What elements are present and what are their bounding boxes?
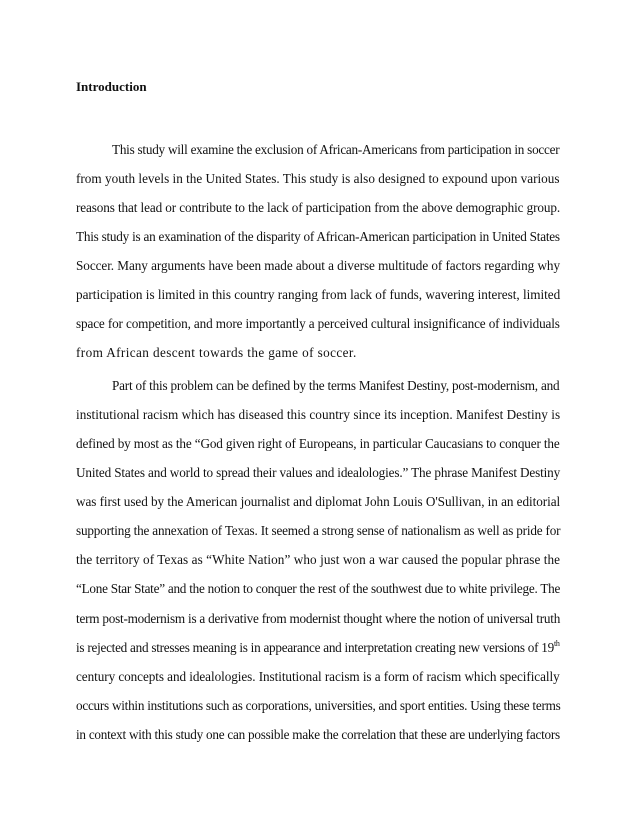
paragraph-1-line: space for competition, and more importantly a perceived cultural insignificance of individuals bbox=[76, 316, 560, 331]
paragraph-2-line: was first used by the American journalist and diplomat John Louis O'Sullivan, in an editorial bbox=[76, 494, 561, 509]
paragraph-2-line: occurs within institutions such as corporations, universities, and sport entities. Using these terms bbox=[76, 698, 561, 713]
paragraph-2-line: in context with this study one can possible make the correlation that these are underlying factors bbox=[76, 727, 560, 742]
paragraph-2-line: century concepts and idealologies. Institutional racism is a form of racism which specifically bbox=[76, 669, 560, 684]
superscript: th bbox=[553, 639, 560, 648]
paragraph-1-line: participation is limited in this country ranging from lack of funds, wavering interest, limited bbox=[76, 287, 561, 302]
paragraph-1-line: Soccer. Many arguments have been made about a diverse multitude of factors regarding why bbox=[76, 258, 560, 273]
paragraph-2-line: United States and world to spread their values and idealologies.” The phrase Manifest Destiny bbox=[76, 465, 561, 480]
line-text: is rejected and stresses meaning is in appearance and interpretation creating new versions of 19 bbox=[76, 640, 554, 655]
paragraph-1-line: This study will examine the exclusion of African-Americans from participation in soccer bbox=[112, 142, 560, 157]
paragraph-2-line: “Lone Star State” and the notion to conquer the rest of the southwest due to white privilege. The bbox=[76, 581, 561, 596]
paragraph-2-line: defined by most as the “God given right of Europeans, in particular Caucasians to conquer the bbox=[76, 436, 560, 451]
paragraph-1-line: reasons that lead or contribute to the lack of participation from the above demographic group. bbox=[76, 200, 561, 215]
paragraph-2-line: term post-modernism is a derivative from modernist thought where the notion of universal truth bbox=[76, 611, 561, 626]
paragraph-2-line: institutional racism which has diseased this country since its inception. Manifest Destiny is bbox=[76, 407, 561, 422]
paragraph-2-line bbox=[76, 640, 560, 656]
paragraph-2-line: supporting the annexation of Texas. It seemed a strong sense of nationalism as well as pride for bbox=[76, 523, 561, 538]
paragraph-2-line: Part of this problem can be defined by the terms Manifest Destiny, post-modernism, and bbox=[112, 378, 560, 393]
paragraph-1-line: This study is an examination of the disparity of African-American participation in United States bbox=[76, 229, 560, 244]
section-heading: Introduction bbox=[76, 79, 147, 94]
paragraph-2-line: the territory of Texas as “White Nation” who just won a war caused the popular phrase the bbox=[76, 552, 561, 567]
paragraph-1-line: from African descent towards the game of soccer. bbox=[76, 345, 357, 360]
paragraph-1-line: from youth levels in the United States. This study is also designed to expound upon various bbox=[76, 171, 560, 186]
